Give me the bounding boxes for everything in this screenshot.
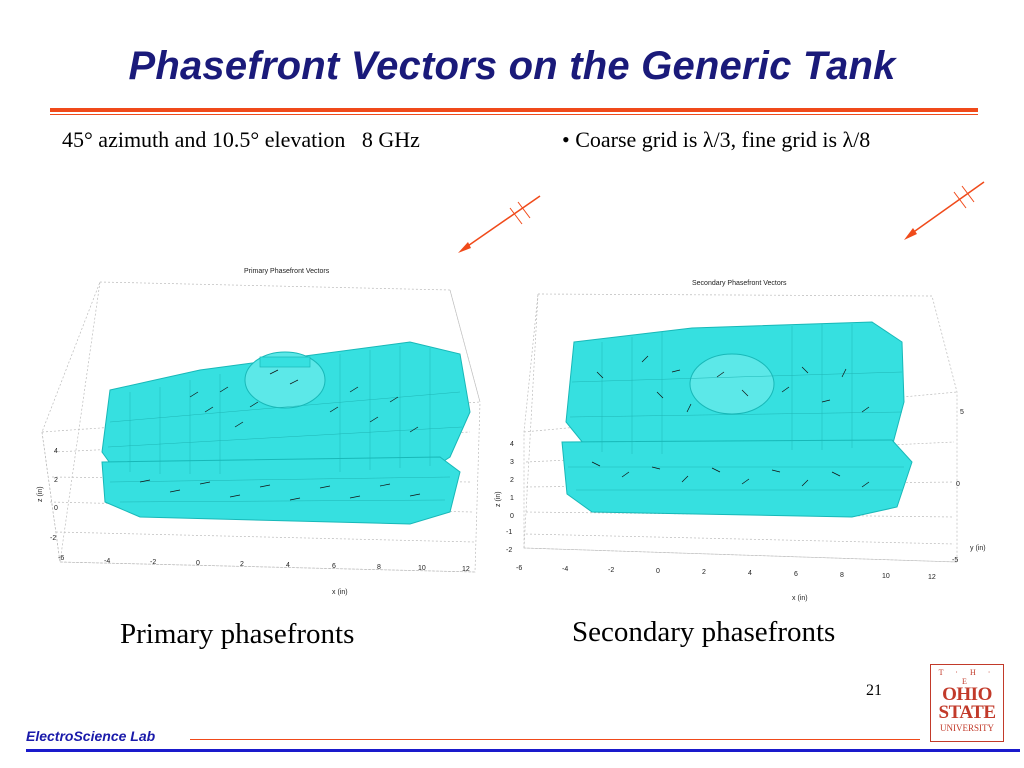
secondary-z-tick: 1 xyxy=(510,495,514,502)
logo-university: UNIVERSITY xyxy=(940,723,994,733)
secondary-x-tick: 2 xyxy=(702,569,706,576)
secondary-plot-title: Secondary Phasefront Vectors xyxy=(692,280,787,287)
primary-x-tick: -4 xyxy=(104,558,111,565)
title-rule-thick xyxy=(50,108,978,112)
secondary-caption: Secondary phasefronts xyxy=(572,616,836,648)
secondary-x-tick: 4 xyxy=(748,570,752,577)
secondary-x-label: x (in) xyxy=(792,595,808,602)
secondary-y-tick: 0 xyxy=(956,481,960,488)
primary-x-tick: 2 xyxy=(240,561,244,568)
incidence-arrow-left xyxy=(452,190,552,260)
title-rule-thin xyxy=(50,114,978,115)
secondary-x-tick: 0 xyxy=(656,568,660,575)
secondary-x-tick: -6 xyxy=(516,565,523,572)
primary-x-tick: -2 xyxy=(150,559,157,566)
primary-x-tick: -6 xyxy=(58,555,65,562)
primary-z-label: z (in) xyxy=(37,486,44,502)
primary-x-tick: 4 xyxy=(286,562,290,569)
primary-phasefront-plot xyxy=(30,262,492,608)
primary-plot-title: Primary Phasefront Vectors xyxy=(244,268,330,275)
secondary-x-tick: -2 xyxy=(608,567,615,574)
secondary-z-tick: -2 xyxy=(506,547,513,554)
primary-z-tick: 4 xyxy=(54,448,58,455)
secondary-y-label: y (in) xyxy=(970,545,986,552)
logo-state: STATE xyxy=(938,702,996,723)
logo-the: T · H · E xyxy=(938,668,996,686)
secondary-x-tick: 6 xyxy=(794,571,798,578)
footer-rule-thin xyxy=(190,739,920,740)
primary-z-tick: -2 xyxy=(50,535,57,542)
ohio-state-logo xyxy=(930,664,1004,742)
footer-rule-thick xyxy=(26,749,1020,752)
secondary-x-tick: -4 xyxy=(562,566,569,573)
primary-x-tick: 6 xyxy=(332,563,336,570)
primary-tank-mesh xyxy=(102,342,470,524)
secondary-phasefront-plot xyxy=(492,272,992,608)
secondary-z-tick: 0 xyxy=(510,513,514,520)
slide-title: Phasefront Vectors on the Generic Tank xyxy=(128,44,896,88)
page-number: 21 xyxy=(866,682,882,699)
secondary-x-tick: 10 xyxy=(882,573,890,580)
grid-bullet: • Coarse grid is λ/3, fine grid is λ/8 xyxy=(562,127,871,152)
primary-x-label: x (in) xyxy=(332,589,348,596)
logo-ohio: OHIO xyxy=(942,684,992,705)
primary-x-tick: 12 xyxy=(462,566,470,573)
secondary-tank-mesh xyxy=(562,322,912,517)
primary-caption: Primary phasefronts xyxy=(120,618,355,650)
primary-z-tick: 0 xyxy=(54,505,58,512)
conditions-text: 45° azimuth and 10.5° elevation 8 GHz xyxy=(62,127,420,152)
secondary-z-tick: -1 xyxy=(506,529,513,536)
primary-x-tick: 8 xyxy=(377,564,381,571)
primary-x-tick: 0 xyxy=(196,560,200,567)
primary-z-tick: 2 xyxy=(54,477,58,484)
primary-x-tick: 10 xyxy=(418,565,426,572)
secondary-z-tick: 3 xyxy=(510,459,514,466)
secondary-z-label: z (in) xyxy=(495,491,502,507)
secondary-x-tick: 8 xyxy=(840,572,844,579)
secondary-y-tick: -5 xyxy=(952,557,959,564)
secondary-y-tick: 5 xyxy=(960,409,964,416)
secondary-x-tick: 12 xyxy=(928,574,936,581)
secondary-z-tick: 2 xyxy=(510,477,514,484)
incidence-arrow-right xyxy=(898,178,998,248)
secondary-z-tick: 4 xyxy=(510,441,514,448)
footer-lab-name: ElectroScience Lab xyxy=(26,728,156,744)
